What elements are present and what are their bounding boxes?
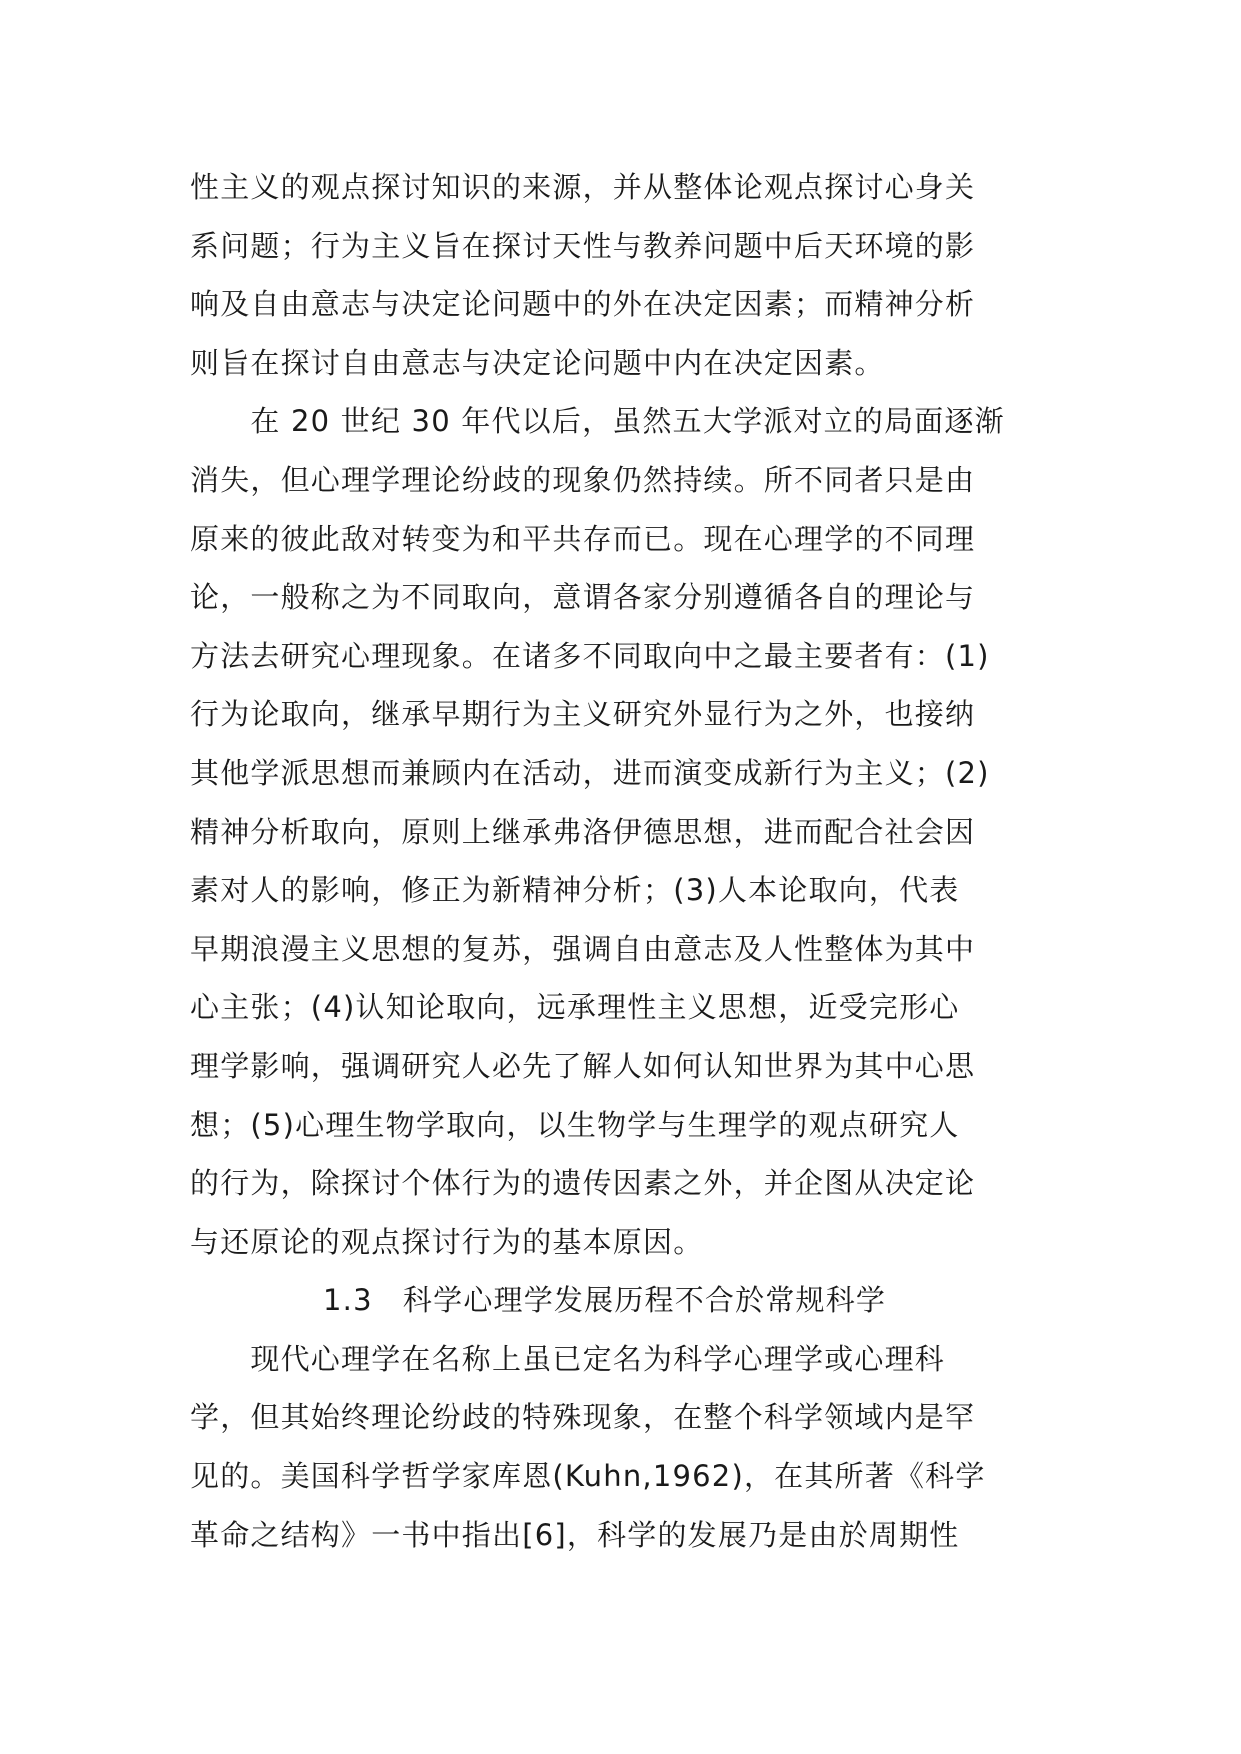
paragraph-line: 方法去研究心理现象。在诸多不同取向中之最主要者有：(1) [190,638,990,673]
paragraph-line: 素对人的影响，修正为新精神分析；(3)人本论取向，代表 [190,873,960,908]
paragraph-line: 其他学派思想而兼顾内在活动，进而演变成新行为主义；(2) [190,755,990,790]
paragraph-line: 精神分析取向，原则上继承弗洛伊德思想，进而配合社会因 [190,814,976,849]
paragraph-line: 系问题；行为主义旨在探讨天性与教养问题中后天环境的影 [190,228,976,263]
paragraph-line: 心主张；(4)认知论取向，远承理性主义思想，近受完形心 [190,990,960,1025]
paragraph-line: 理学影响，强调研究人必先了解人如何认知世界为其中心思 [190,1048,976,1083]
paragraph-line: 现代心理学在名称上虽已定名为科学心理学或心理科 [190,1341,946,1376]
paragraph-line: 与还原论的观点探讨行为的基本原因。 [190,1224,704,1259]
paragraph-line: 性主义的观点探讨知识的来源，并从整体论观点探讨心身关 [190,170,976,204]
paragraph-line: 行为论取向，继承早期行为主义研究外显行为之外，也接纳 [190,697,976,732]
paragraph-line: 见的。美国科学哲学家库恩(Kuhn,1962)，在其所著《科学 [190,1459,986,1494]
paragraph-line: 在 20 世纪 30 年代以后，虽然五大学派对立的局面逐渐 [190,404,1005,439]
paragraph-line: 的行为，除探讨个体行为的遗传因素之外，并企图从决定论 [190,1166,976,1201]
paragraph-line: 早期浪漫主义思想的复苏，强调自由意志及人性整体为其中 [190,931,976,966]
paragraph-line: 消失，但心理学理论纷歧的现象仍然持续。所不同者只是由 [190,462,976,497]
paragraph-line: 论，一般称之为不同取向，意谓各家分别遵循各自的理论与 [190,580,976,615]
body-text [190,158,1052,1564]
section-heading: 1.3 科学心理学发展历程不合於常规科学 [323,1283,887,1318]
paragraph-line: 学，但其始终理论纷歧的特殊现象，在整个科学领域内是罕 [190,1400,976,1435]
paragraph-line: 则旨在探讨自由意志与决定论问题中内在决定因素。 [190,345,885,380]
paragraph-line: 想；(5)心理生物学取向，以生物学与生理学的观点研究人 [190,1107,960,1142]
paragraph-line: 原来的彼此敌对转变为和平共存而已。现在心理学的不同理 [190,521,976,556]
paragraph-line: 响及自由意志与决定论问题中的外在决定因素；而精神分析 [190,287,976,322]
paragraph-line: 革命之结构》一书中指出[6]，科学的发展乃是由於周期性 [190,1517,960,1552]
